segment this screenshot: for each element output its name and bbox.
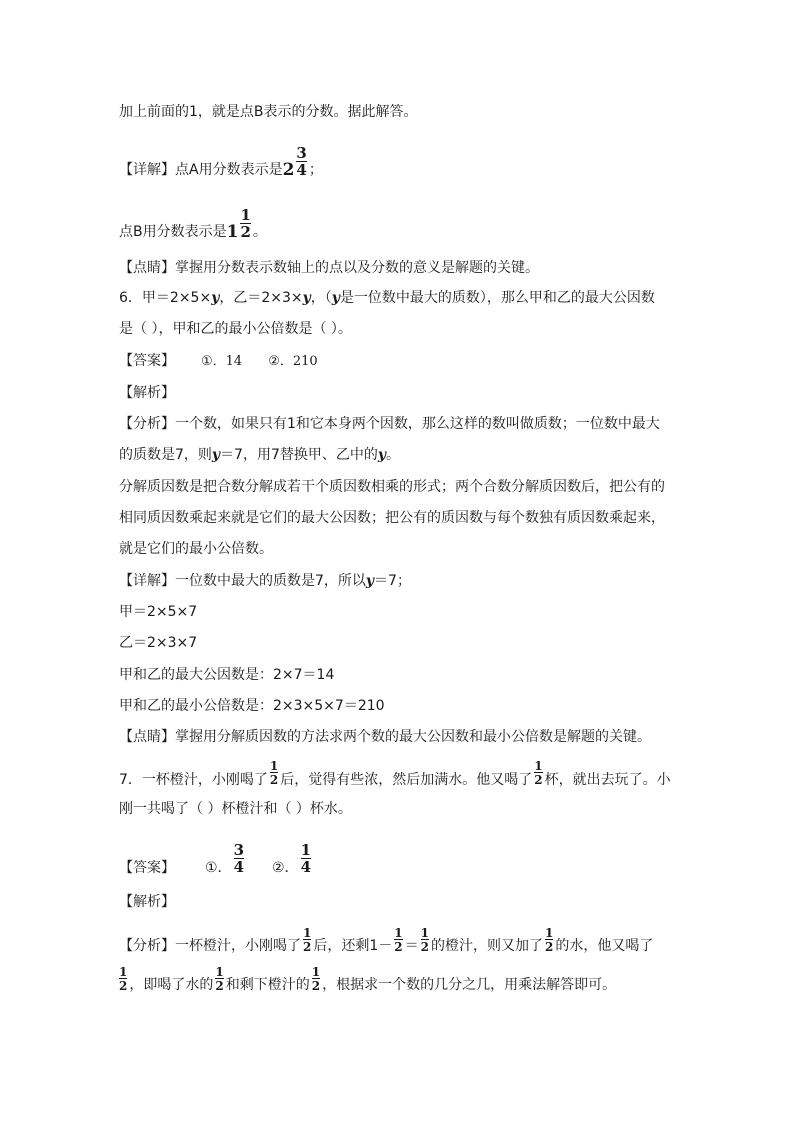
fraction: $\frac{1}{2}$ (420, 926, 429, 954)
paragraph-text: 刚一共喝了（ ）杯橙汁和（ ）杯水。 (119, 801, 352, 817)
paragraph-text: 【分析】一个数，如果只有1和它本身两个因数，那么这样的数叫做质数；一位数中最大 (119, 416, 660, 432)
text-line (119, 602, 197, 622)
paragraph-text: ，即喝了水的 (129, 977, 214, 993)
paragraph-text: 【详解】一位数中最大的质数是7，所以 (119, 573, 366, 589)
answer-fraction: $\frac{3}{4}$ (233, 841, 244, 876)
text-line (119, 665, 334, 685)
paragraph-text: 【分析】一杯橙汁，小刚喝了 (119, 938, 301, 954)
text-line (119, 696, 385, 716)
variable-y: y (302, 290, 311, 306)
answer-label: 【答案】 (119, 860, 175, 876)
answer-fraction: $\frac{1}{4}$ (300, 841, 311, 876)
detail-line-point-a (119, 144, 323, 180)
paragraph-text: 杯，就出去玩了。小 (544, 772, 671, 788)
fraction: $\frac{1}{2}$ (119, 965, 128, 993)
paragraph-text: 。 (252, 224, 267, 240)
variable-y: y (211, 447, 221, 463)
paragraph-text: 【详解】点A用分数表示是 (119, 162, 283, 178)
paragraph-text: 后，觉得有些浓，然后加满水。他又喝了 (280, 772, 533, 788)
variable-y: y (377, 447, 387, 463)
paragraph-text: 甲＝2×5×7 (119, 604, 198, 620)
paragraph-text: 。 (386, 447, 401, 463)
paragraph-text: ＝ (404, 938, 419, 954)
variable-y: y (365, 573, 375, 589)
fraction: $\frac{1}{2}$ (311, 965, 321, 993)
answer-value: ①．14 (201, 354, 243, 369)
text-line (119, 258, 539, 278)
paragraph-text: 是（ ），甲和乙的最小公倍数是（ ）。 (119, 321, 352, 337)
paragraph-text: 就是它们的最小公倍数。 (119, 541, 273, 557)
paragraph-text: ，根据求一个数的几分之几，用乘法解答即可。 (322, 977, 617, 993)
fraction: $\frac{3}{4}$ (296, 144, 307, 179)
paragraph-text: 【点睛】掌握用分解质因数的方法求两个数的最大公因数和最小公倍数是解题的关键。 (119, 729, 651, 745)
paragraph-text: ＝7； (374, 573, 411, 589)
paragraph-text: 6．甲＝2×5× (119, 290, 212, 306)
text-line (119, 539, 273, 559)
answer-label: 【答案】 (119, 353, 175, 369)
paragraph-text: ； (308, 162, 323, 178)
mixed-number-whole: 2 (282, 160, 295, 180)
text-line (119, 477, 665, 497)
paragraph-text: 分解质因数是把合数分解成若干个质因数相乘的形式；两个合数分解质因数后，把公有的 (119, 479, 665, 495)
text-line (119, 508, 665, 528)
paragraph-text: 【点睛】掌握用分数表示数轴上的点以及分数的意义是解题的关键。 (119, 260, 539, 276)
paragraph-text: 的橙汁，则又加了 (431, 938, 543, 954)
text-line (119, 892, 175, 912)
text-line (119, 102, 418, 122)
paragraph-text: 是一位数中最大的质数），那么甲和乙的最大公因数 (339, 290, 655, 306)
fraction: $\frac{1}{2}$ (394, 926, 403, 954)
fraction: $\frac{1}{2}$ (240, 206, 251, 241)
analysis-line (119, 965, 617, 995)
fraction: $\frac{1}{2}$ (534, 759, 543, 787)
question-7-blanks (119, 799, 352, 819)
text-line (119, 445, 400, 465)
mixed-number-whole: 1 (226, 222, 239, 242)
paragraph-text: 7．一杯橙汁，小刚喝了 (119, 772, 268, 788)
paragraph-text: 甲和乙的最大公因数是：2×7＝14 (119, 667, 335, 683)
answer-marker: ②． (272, 860, 299, 876)
text-line (119, 571, 411, 591)
text-line (119, 414, 660, 434)
paragraph-text: 的水，他又喝了 (555, 938, 654, 954)
text-line (119, 633, 197, 653)
paragraph-text: 的质数是7，则 (119, 447, 212, 463)
answer-marker: ①． (205, 860, 232, 876)
variable-y: y (331, 290, 340, 306)
paragraph-text: 相同质因数乘起来就是它们的最大公因数；把公有的质因数与每个数独有质因数乘起来， (119, 510, 665, 526)
paragraph-text: ，乙＝2×3× (219, 290, 303, 306)
paragraph-text: ，（ (310, 290, 332, 306)
paragraph-text: 乙＝2×3×7 (119, 635, 198, 651)
fraction: $\frac{1}{2}$ (303, 926, 312, 954)
paragraph-text: 后，还剩1－ (313, 938, 393, 954)
fraction: $\frac{1}{2}$ (215, 965, 224, 993)
section-label: 【解析】 (119, 385, 175, 401)
fraction: $\frac{1}{2}$ (545, 926, 554, 954)
fraction: $\frac{1}{2}$ (269, 759, 279, 787)
paragraph-text: 和剩下橙汁的 (225, 977, 310, 993)
answer-line (119, 841, 313, 878)
variable-y: y (211, 290, 220, 306)
question-6 (119, 288, 655, 308)
answer-value: ②．210 (268, 354, 318, 369)
paragraph-text: 加上前面的1，就是点B表示的分数。据此解答。 (119, 104, 418, 120)
answer-line (119, 351, 318, 371)
paragraph-text: ＝7，用7替换甲、乙中的 (220, 447, 378, 463)
paragraph-text: 甲和乙的最小公倍数是：2×3×5×7＝210 (119, 698, 385, 714)
question-6-blanks (119, 319, 352, 339)
paragraph-text: 点B用分数表示是 (119, 224, 227, 240)
analysis-line (119, 926, 654, 956)
text-line (119, 383, 175, 403)
text-line (119, 727, 651, 747)
section-label: 【解析】 (119, 894, 175, 910)
question-7 (119, 759, 671, 790)
detail-line-point-b (119, 206, 267, 242)
